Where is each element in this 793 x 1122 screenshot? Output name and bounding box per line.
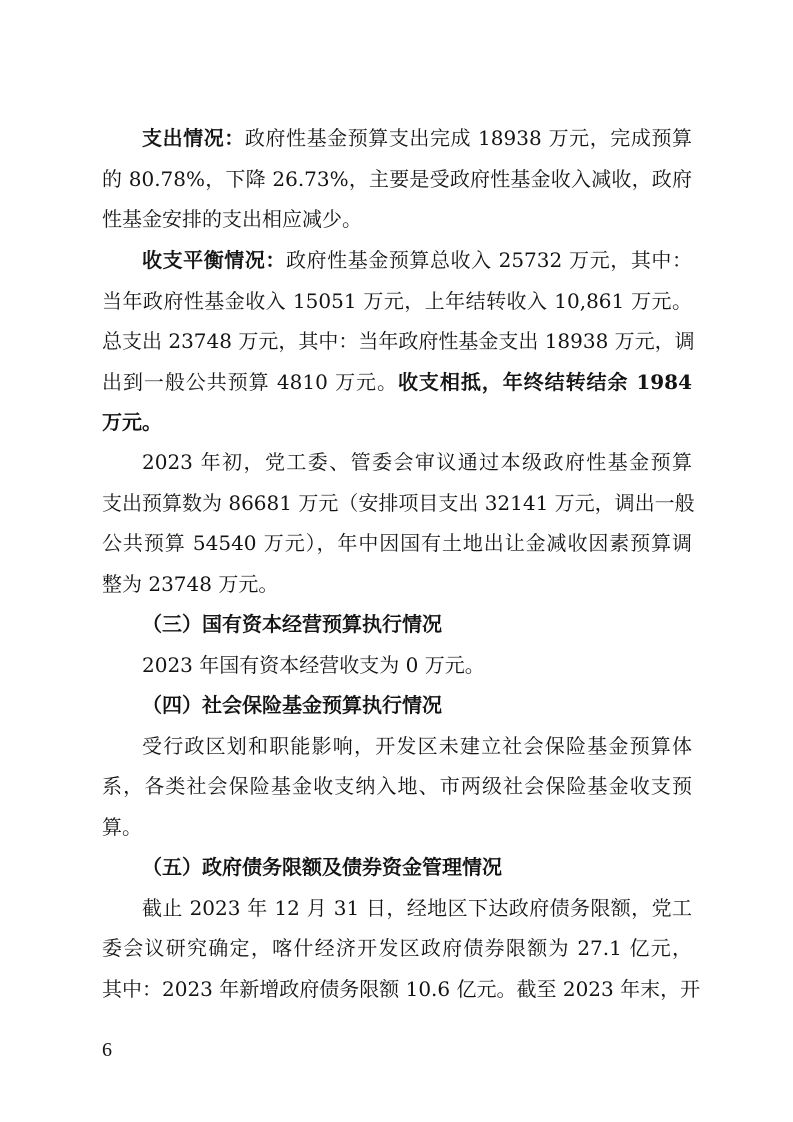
text-line: 2023 年初，党工委、管委会审议通过本级政府性基金预算 <box>142 450 692 474</box>
text-line: 当年政府性基金收入 15051 万元，上年结转收入 10,861 万元。 <box>102 288 692 313</box>
section-heading: （五）政府债务限额及债券资金管理情况 <box>142 855 502 879</box>
text-line: 2023 年国有资本经营收支为 0 万元。 <box>142 652 485 677</box>
label-expenditure: 支出情况： <box>142 126 245 150</box>
text-line: 总支出 23748 万元，其中：当年政府性基金支出 18938 万元，调 <box>102 329 695 353</box>
section-state-capital <box>102 604 692 685</box>
text-line: 支出情况：政府性基金预算支出完成 18938 万元，完成预算 <box>142 126 693 150</box>
section-debt-limit <box>102 847 701 1009</box>
text-line: 收支平衡情况：政府性基金预算总收入 25732 万元，其中： <box>142 248 692 272</box>
paragraph-budget-2023 <box>102 442 695 604</box>
text-line: 整为 23748 万元。 <box>102 571 279 596</box>
section-heading: （四）社会保险基金预算执行情况 <box>142 693 442 717</box>
text-line: 系，各类社会保险基金收支纳入地、市两级社会保险基金收支预 <box>102 774 692 798</box>
text-line: 委会议研究确定，喀什经济开发区政府债券限额为 27.1 亿元， <box>102 936 692 960</box>
section-social-insurance <box>102 685 692 847</box>
paragraph-balance <box>102 240 695 443</box>
section-heading: （三）国有资本经营预算执行情况 <box>142 612 442 636</box>
text-line: 公共预算 54540 万元），年中因国有土地出让金减收因素预算调 <box>102 531 692 555</box>
paragraph-expenditure <box>102 118 692 240</box>
text-line: 的 80.78%，下降 26.73%，主要是受政府性基金收入减收，政府 <box>102 166 692 191</box>
text-line: 截止 2023 年 12 月 31 日，经地区下达政府债务限额，党工 <box>142 895 692 920</box>
text-line: 受行政区划和职能影响，开发区未建立社会保险基金预算体 <box>142 733 692 758</box>
text-line: 算。 <box>102 814 142 839</box>
text-line: 性基金安排的支出相应减少。 <box>102 207 362 231</box>
page-number: 6 <box>102 1039 112 1061</box>
text-line: 出到一般公共预算 4810 万元。收支相抵，年终结转结余 1984 <box>102 369 692 394</box>
text-line: 其中：2023 年新增政府债务限额 10.6 亿元。截至 2023 年末，开 <box>102 976 701 1001</box>
label-balance: 收支平衡情况： <box>142 248 286 272</box>
text-line: 万元。 <box>102 410 162 434</box>
text-line: 支出预算数为 86681 万元（安排项目支出 32141 万元，调出一般 <box>102 490 695 515</box>
bold-summary: 收支相抵，年终结转结余 1984 <box>397 369 692 394</box>
